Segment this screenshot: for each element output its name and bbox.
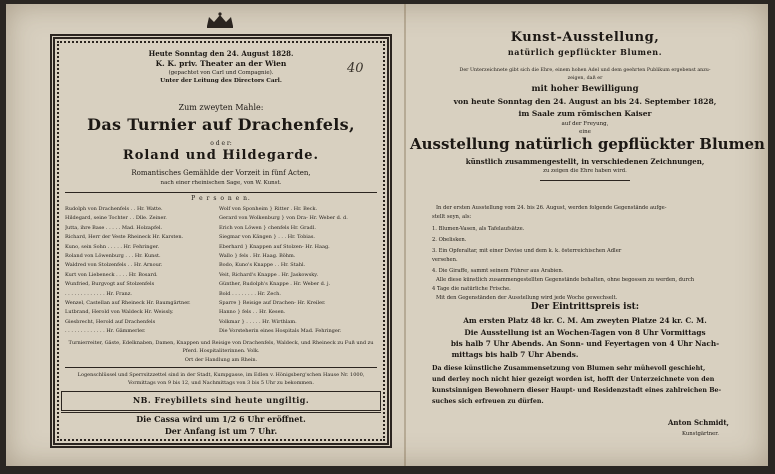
cast-entry: Roland von Löwenburg . . . Hr. Kunst. xyxy=(65,253,161,260)
cast-entry: . . . . . . . . . . . . . Hr. Gämmerler. xyxy=(65,328,146,335)
cast-heading: P e r s o n e n. xyxy=(191,195,251,202)
cast-entry: Bodo, Kuno's Knappe . . Hr. Stahl. xyxy=(219,262,306,269)
exhibition-subtitle: natürlich gepflückter Blumen. xyxy=(507,47,663,57)
exhibit-item: 3. Ein Opferaltar, mit einer Devise und dem k. k. österreichischen Adler xyxy=(432,248,622,254)
imperial-crown-emblem xyxy=(204,12,236,28)
date-line: Heute Sonntag den 24. August 1828. xyxy=(148,49,294,58)
cast-entry: Richard, Herr der Veste Rheineck Hr. Karsten. xyxy=(65,234,184,241)
start-time: Der Anfang ist um 7 Uhr. xyxy=(164,426,278,436)
exhibition-hall: im Saale zum römischen Kaiser xyxy=(518,109,652,118)
handwritten-number: 40 xyxy=(347,61,364,76)
freshness-note: 4 Tage die natürliche Frische. xyxy=(432,286,511,292)
cast-entry: Hanno } fels . . Hr. Kesen. xyxy=(219,309,286,316)
exhibition-dates: von heute Sonntag den 24. August an bis 24. September 1828, xyxy=(453,97,717,106)
freebill-notice: NB. Freybillets sind heute ungiltig. xyxy=(132,395,310,405)
cast-entry: Veit, Richard's Knappe . Hr. Jaskowsky. xyxy=(219,271,319,278)
cast-entry: Rudolph von Drachenfels . . Hr. Watte. xyxy=(65,206,163,212)
theater-direction: Unter der Leitung des Directors Carl. xyxy=(160,78,282,84)
closing-line: und derley noch nicht hier gezeigt worden ist, hofft der Unterzeichnete von den xyxy=(432,376,715,383)
exhibit-item: 4. Die Giraffe, sammt seinem Führer aus Arabien. xyxy=(432,268,564,274)
performance-note: Zum zweyten Mahle: xyxy=(178,103,264,112)
signature: Anton Schmidt, xyxy=(668,418,729,427)
play-source: nach einer rheinischen Sage, von W. Kunst. xyxy=(160,180,282,186)
divider xyxy=(540,180,630,181)
cast-entry: Wolf von Sponheim } Ritter . Hr. Beck. xyxy=(219,206,318,212)
play-subtitle: Roland und Hildegarde. xyxy=(122,148,320,163)
cast-entry: Kuno, sein Sohn . . . . . Hr. Fehringer. xyxy=(65,243,160,250)
box-office-opening: Die Cassa wird um 1/2 6 Uhr eröffnet. xyxy=(136,414,306,424)
arrangement-note: künstlich zusammengestellt, in verschiedenen Zeichnungen, xyxy=(465,157,705,166)
exhibit-item: 1. Blumen-Vasen, als Tafelaufsätze. xyxy=(432,226,525,232)
cast-entry: Siegmar von Kängen } . . . Hr. Tobias. xyxy=(219,234,316,241)
cast-entry: Die Vorsteherin eines Hospitals Mad. Fehringer. xyxy=(219,328,342,335)
play-genre: Romantisches Gemählde der Vorzeit in fünf Acten, xyxy=(131,169,311,177)
ticket-prices: Am ersten Platz 48 kr. C. M. Am zweyten Platze 24 kr. C. M. xyxy=(463,316,707,325)
cast-entry: Gerard von Wolkenburg } von Dra- Hr. Weber d. d. xyxy=(219,215,348,222)
theater-name: K. K. priv. Theater an der Wien xyxy=(155,59,287,68)
divider xyxy=(65,367,377,368)
signature-title: Kunstgärtner. xyxy=(682,431,719,437)
cast-entry: Volkmar } . . . . . Hr. Wirthlam. xyxy=(219,318,297,325)
exhibit-item: versehen. xyxy=(432,257,458,263)
cast-entry: Wallo } fels . Hr. Haag. Böhm. xyxy=(219,253,296,260)
title-oder: o d e r: xyxy=(210,140,232,147)
theater-owners: (gepachtet von Carl und Compagnie). xyxy=(168,70,274,76)
closing-line: suches sich erfreuen zu dürfen. xyxy=(432,398,544,405)
cast-entry: Jutta, ihre Base . . . . . Mad. Holzapfel. xyxy=(65,224,163,231)
intro-line: zeigen, daß er xyxy=(567,76,603,81)
theater-bill xyxy=(50,34,392,448)
cast-list-right xyxy=(219,205,379,337)
freshness-note: Alle diese künstlich zusammengestellten Gegenstände behalten, ohne begossen zu werden, durch xyxy=(436,277,695,283)
cast-list-left xyxy=(65,205,215,337)
weekly-change-note: Mit den Gegenständen der Ausstellung wird jede Woche gewechselt. xyxy=(436,295,618,301)
exhibition-title: Kunst-Ausstellung, xyxy=(510,30,660,45)
objects-intro: In der ersten Ausstellung vom 24. bis 26. August, werden folgende Gegenstände aufge- xyxy=(436,205,667,211)
divider xyxy=(61,412,381,413)
cast-entry: Günther, Rudolph's Knappe . Hr. Weber d. j. xyxy=(219,281,331,288)
cast-entry: . . . . . . . . . . . . . Hr. Franz. xyxy=(65,290,132,297)
cast-entry: Erich von Löwen } chenfels Hr. Gradl. xyxy=(219,224,316,231)
closing-line: kunstsinnigen Bewohnern dieser Haupt- und Residenzstadt eines zahlreichen Be- xyxy=(432,387,722,394)
cast-entry: Sparre } Reisige auf Drachen- Hr. Kreiler. xyxy=(219,300,326,307)
opening-hours: bis halb 7 Uhr Abends. An Sonn- und Feyertagen von 4 Uhr Nach- xyxy=(450,339,720,348)
honor-note: zu zeigen die Ehre haben wird. xyxy=(543,168,627,174)
hall-location: auf der Freyung, xyxy=(561,121,609,127)
place-of-action: Ort der Handlung am Rhein. xyxy=(184,357,258,363)
intro-line: Der Unterzeichnete gibt sich die Ehre, einem hohen Adel und dem geehrten Publikum ergebenst anzu- xyxy=(459,68,711,73)
closing-line: Da diese künstliche Zusammensetzung von Blumen sehr mühevoll geschieht, xyxy=(432,365,706,372)
exhibit-item: 2. Obelisken. xyxy=(432,237,467,243)
eine: eine xyxy=(579,129,591,135)
cast-entry: Giesbrecht, Herold auf Drachenfels xyxy=(65,318,156,325)
play-title: Das Turnier auf Drachenfels, xyxy=(87,115,355,134)
permission: mit hoher Bewilligung xyxy=(531,84,639,94)
opening-hours: Die Ausstellung ist an Wochen-Tagen von 8 Uhr Vormittags xyxy=(464,328,706,337)
center-fold xyxy=(404,4,406,466)
cast-entry: Hildegard, seine Tochter . . Dlle. Zeiner. xyxy=(65,215,167,222)
cast-entry: Wenzel, Castellan auf Rheineck Hr. Baumgärtner. xyxy=(65,300,191,307)
cast-entry: Waldred von Stolzenfels . . Hr. Arnour. xyxy=(65,262,163,269)
cast-entry: Wunfried, Burgvogt auf Stolzenfels xyxy=(65,281,155,288)
cast-entry: Lutbrand, Herold von Waldeck Hr. Weissly. xyxy=(65,309,174,316)
exhibition-headline: Ausstellung natürlich gepflückter Blumen xyxy=(410,135,765,153)
flower-exhibition-bill xyxy=(410,4,765,466)
cast-entry: Eberhard } Knappen auf Stolzen- Hr. Haag. xyxy=(219,243,330,250)
opening-hours: mittags bis halb 7 Uhr Abends. xyxy=(451,350,579,359)
prices-heading: Der Eintrittspreis ist: xyxy=(530,302,640,312)
extras-text: Turnierreiter, Gäste, Edelknaben, Damen, Knappen und Reisige von Drachenfels, Waldeck, und Rheineck zu Fuß und zu Pferd. Hospitaliterinnen. Volk. xyxy=(68,340,374,354)
ticket-info: Logenschlüssel und Sperrsitzzettel sind in der Stadt, Kumpgasse, im Edlen v. Hönigsberg'schen Hause Nr. 1000, Vormittags von 9 bis 12, und Nachmittags von 3 bis 5 Uhr zu bekommen. xyxy=(77,372,365,386)
cast-entry: Bold . . . . . . . . Hr. Zech. xyxy=(219,290,281,297)
divider xyxy=(65,192,377,193)
cast-entry: Kurt von Liebeneck . . . . Hr. Bosard. xyxy=(65,271,158,278)
playbill-sheet xyxy=(6,4,768,466)
objects-intro: stellt seyn, als: xyxy=(432,214,472,220)
